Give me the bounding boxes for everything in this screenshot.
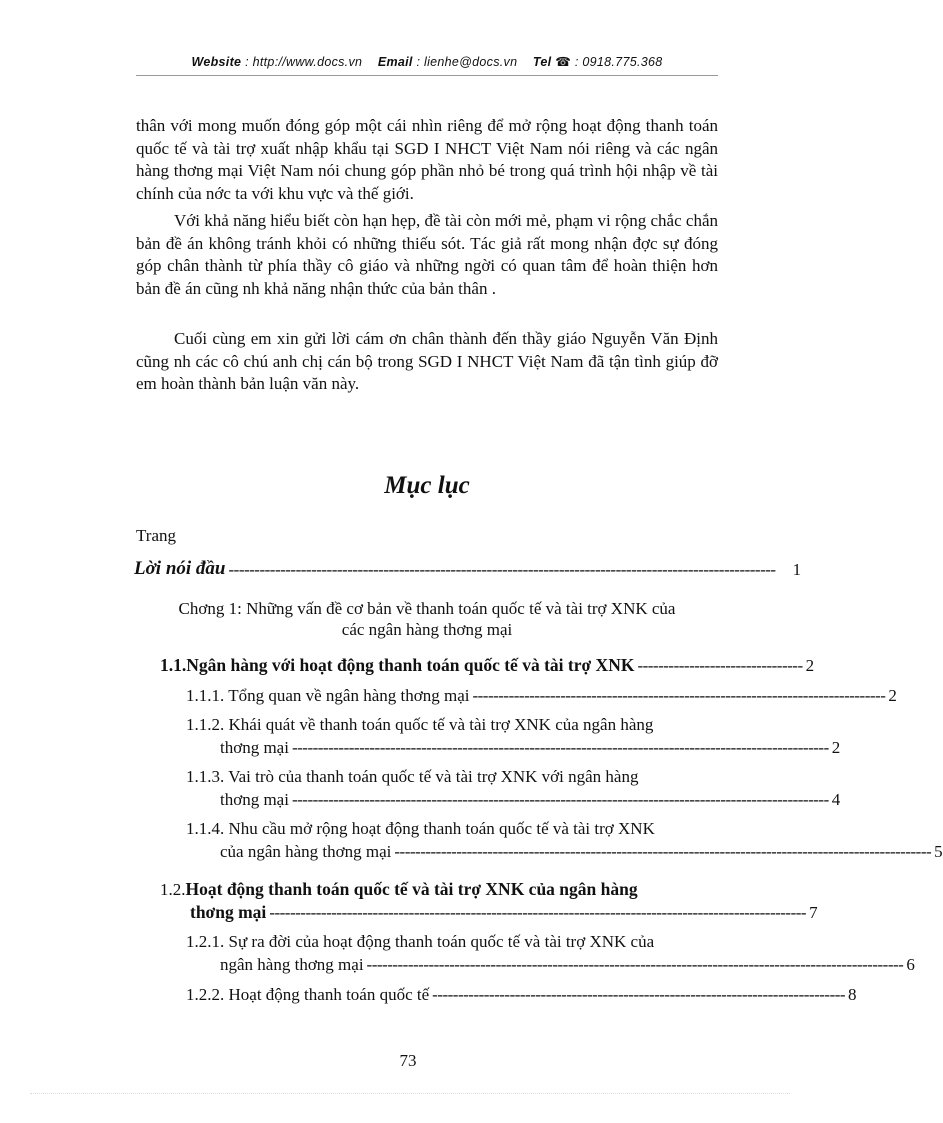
page-number: 73 [399,1051,417,1070]
toc-entry-1-1-1[interactable] [186,686,897,706]
tel-label: Tel [532,55,552,69]
bottom-divider [30,1093,790,1094]
page-header [136,54,718,69]
email-value[interactable]: : lienhe@docs.vn [416,55,518,69]
toc-entry-loi-noi-dau[interactable] [134,558,802,580]
toc-entry-1-2-2[interactable] [186,985,857,1005]
toc-entry-label: Lời nói đầu [134,558,226,579]
toc-entry-1-2[interactable] [190,902,818,923]
phone-icon: ☎ [555,55,572,69]
website-label: Website [191,55,242,69]
toc-entry-1-2-1[interactable] [220,955,915,975]
toc-leader: -------------------------------- [637,656,803,675]
toc-entry-label-cont: thơng mại [190,902,267,922]
toc-entry-1-2-line1 [160,879,638,900]
toc-entry-label: 1.1.1. Tổng quan về ngân hàng thơng mại [186,686,470,705]
toc-entry-1-1-3[interactable] [220,790,841,810]
toc-entry-1-2-1-line1: 1.2.1. Sự ra đời của hoạt động thanh toán quốc tế và tài trợ XNK của [186,932,655,951]
toc-entry-label: của ngân hàng thơng mại [220,842,392,861]
chapter-line-1: Chơng 1: Những vấn đề cơ bản về thanh toán quốc tế và tài trợ XNK của [178,599,676,618]
toc-page-number: 7 [809,903,818,922]
toc-chapter-1[interactable] [136,598,718,640]
toc-entry-label: 1.1.Ngân hàng với hoạt động thanh toán quốc tế và tài trợ XNK [160,655,635,675]
toc-page-column-label: Trang [136,526,176,545]
toc-leader: ---------------------------------------------------------------------------------------------------------- [228,560,776,579]
toc-page-number: 2 [831,738,841,757]
toc-page-number: 2 [805,656,815,675]
toc-entry-1-1-3-line1: 1.1.3. Vai trò của thanh toán quốc tế và tài trợ XNK với ngân hàng [186,767,639,786]
toc-page-number: 5 [934,842,943,861]
toc-entry-label: ngân hàng thơng mại [220,955,364,974]
toc-leader: -------------------------------------------------------------------------------------------------------- [269,903,807,922]
toc-page-number: 8 [848,985,857,1004]
paragraph-1: thân với mong muốn đóng góp một cái nhìn riêng để mở rộng hoạt động thanh toán quốc tế và tài trợ xuất nhập khẩu tại SGD I NHCT Việt Nam nói riêng và các ngân hàng thơng mại Việt Nam nói chung góp phần nhỏ bé trong quá trình hội nhập về tài chính của nớc ta với khu vực và thế giới. [136,116,718,203]
paragraph-2-text: Với khả năng hiểu biết còn hạn hẹp, đề tài còn mới mẻ, phạm vi rộng chắc chắn bản đề án không tránh khỏi có những thiếu sót. Tác giả rất mong nhận đợc sự đóng góp chân thành từ phía thầy cô giáo và những ngời có quan tâm để hoàn thiện hơn bản đề án cũng nh khả năng nhận thức của bản thân . [136,211,718,298]
toc-entry-number: 1.2. [160,880,186,899]
toc-entry-label: Hoạt động thanh toán quốc tế và tài trợ XNK của ngân hàng [185,879,638,899]
website-value[interactable]: : http://www.docs.vn [245,55,363,69]
email-label: Email [377,55,413,69]
toc-entry-1-1-4[interactable] [220,842,943,862]
header-divider [136,75,718,76]
tel-value: : 0918.775.368 [574,55,663,69]
toc-leader: -------------------------------------------------------------------------------------------------------- [291,790,829,809]
paragraph-3 [136,328,718,396]
toc-page-number: 6 [906,955,915,974]
toc-entry-label: thơng mại [220,738,289,757]
toc-entry-1-1[interactable] [160,655,815,676]
toc-entry-1-1-2-line1: 1.1.2. Khái quát về thanh toán quốc tế và tài trợ XNK của ngân hàng [186,715,654,734]
chapter-line-2: các ngân hàng thơng mại [341,620,513,639]
toc-leader: -------------------------------------------------------------------------------------------------------- [291,738,829,757]
paragraph-3-text: Cuối cùng em xin gửi lời cám ơn chân thành đến thầy giáo Nguyễn Văn Định cũng nh các cô chú anh chị cán bộ trong SGD I NHCT Việt Nam đã tận tình giúp đỡ em hoàn thành bản luận văn này. [136,329,718,393]
toc-page-number: 1 [792,560,802,579]
paragraph-2 [136,210,718,300]
toc-leader: -------------------------------------------------------------------------------- [472,686,886,705]
toc-entry-1-1-4-line1: 1.1.4. Nhu cầu mở rộng hoạt động thanh toán quốc tế và tài trợ XNK [186,819,655,838]
toc-leader: -------------------------------------------------------------------------------- [432,985,846,1004]
toc-page-number: 2 [888,686,897,705]
toc-page-number: 4 [831,790,841,809]
toc-entry-label: 1.2.2. Hoạt động thanh toán quốc tế [186,985,430,1004]
toc-entry-1-1-2[interactable] [220,738,841,758]
toc-leader: -------------------------------------------------------------------------------------------------------- [366,955,904,974]
toc-leader: -------------------------------------------------------------------------------------------------------- [394,842,932,861]
toc-entry-label: thơng mại [220,790,289,809]
toc-title: Mục lục [384,472,470,499]
